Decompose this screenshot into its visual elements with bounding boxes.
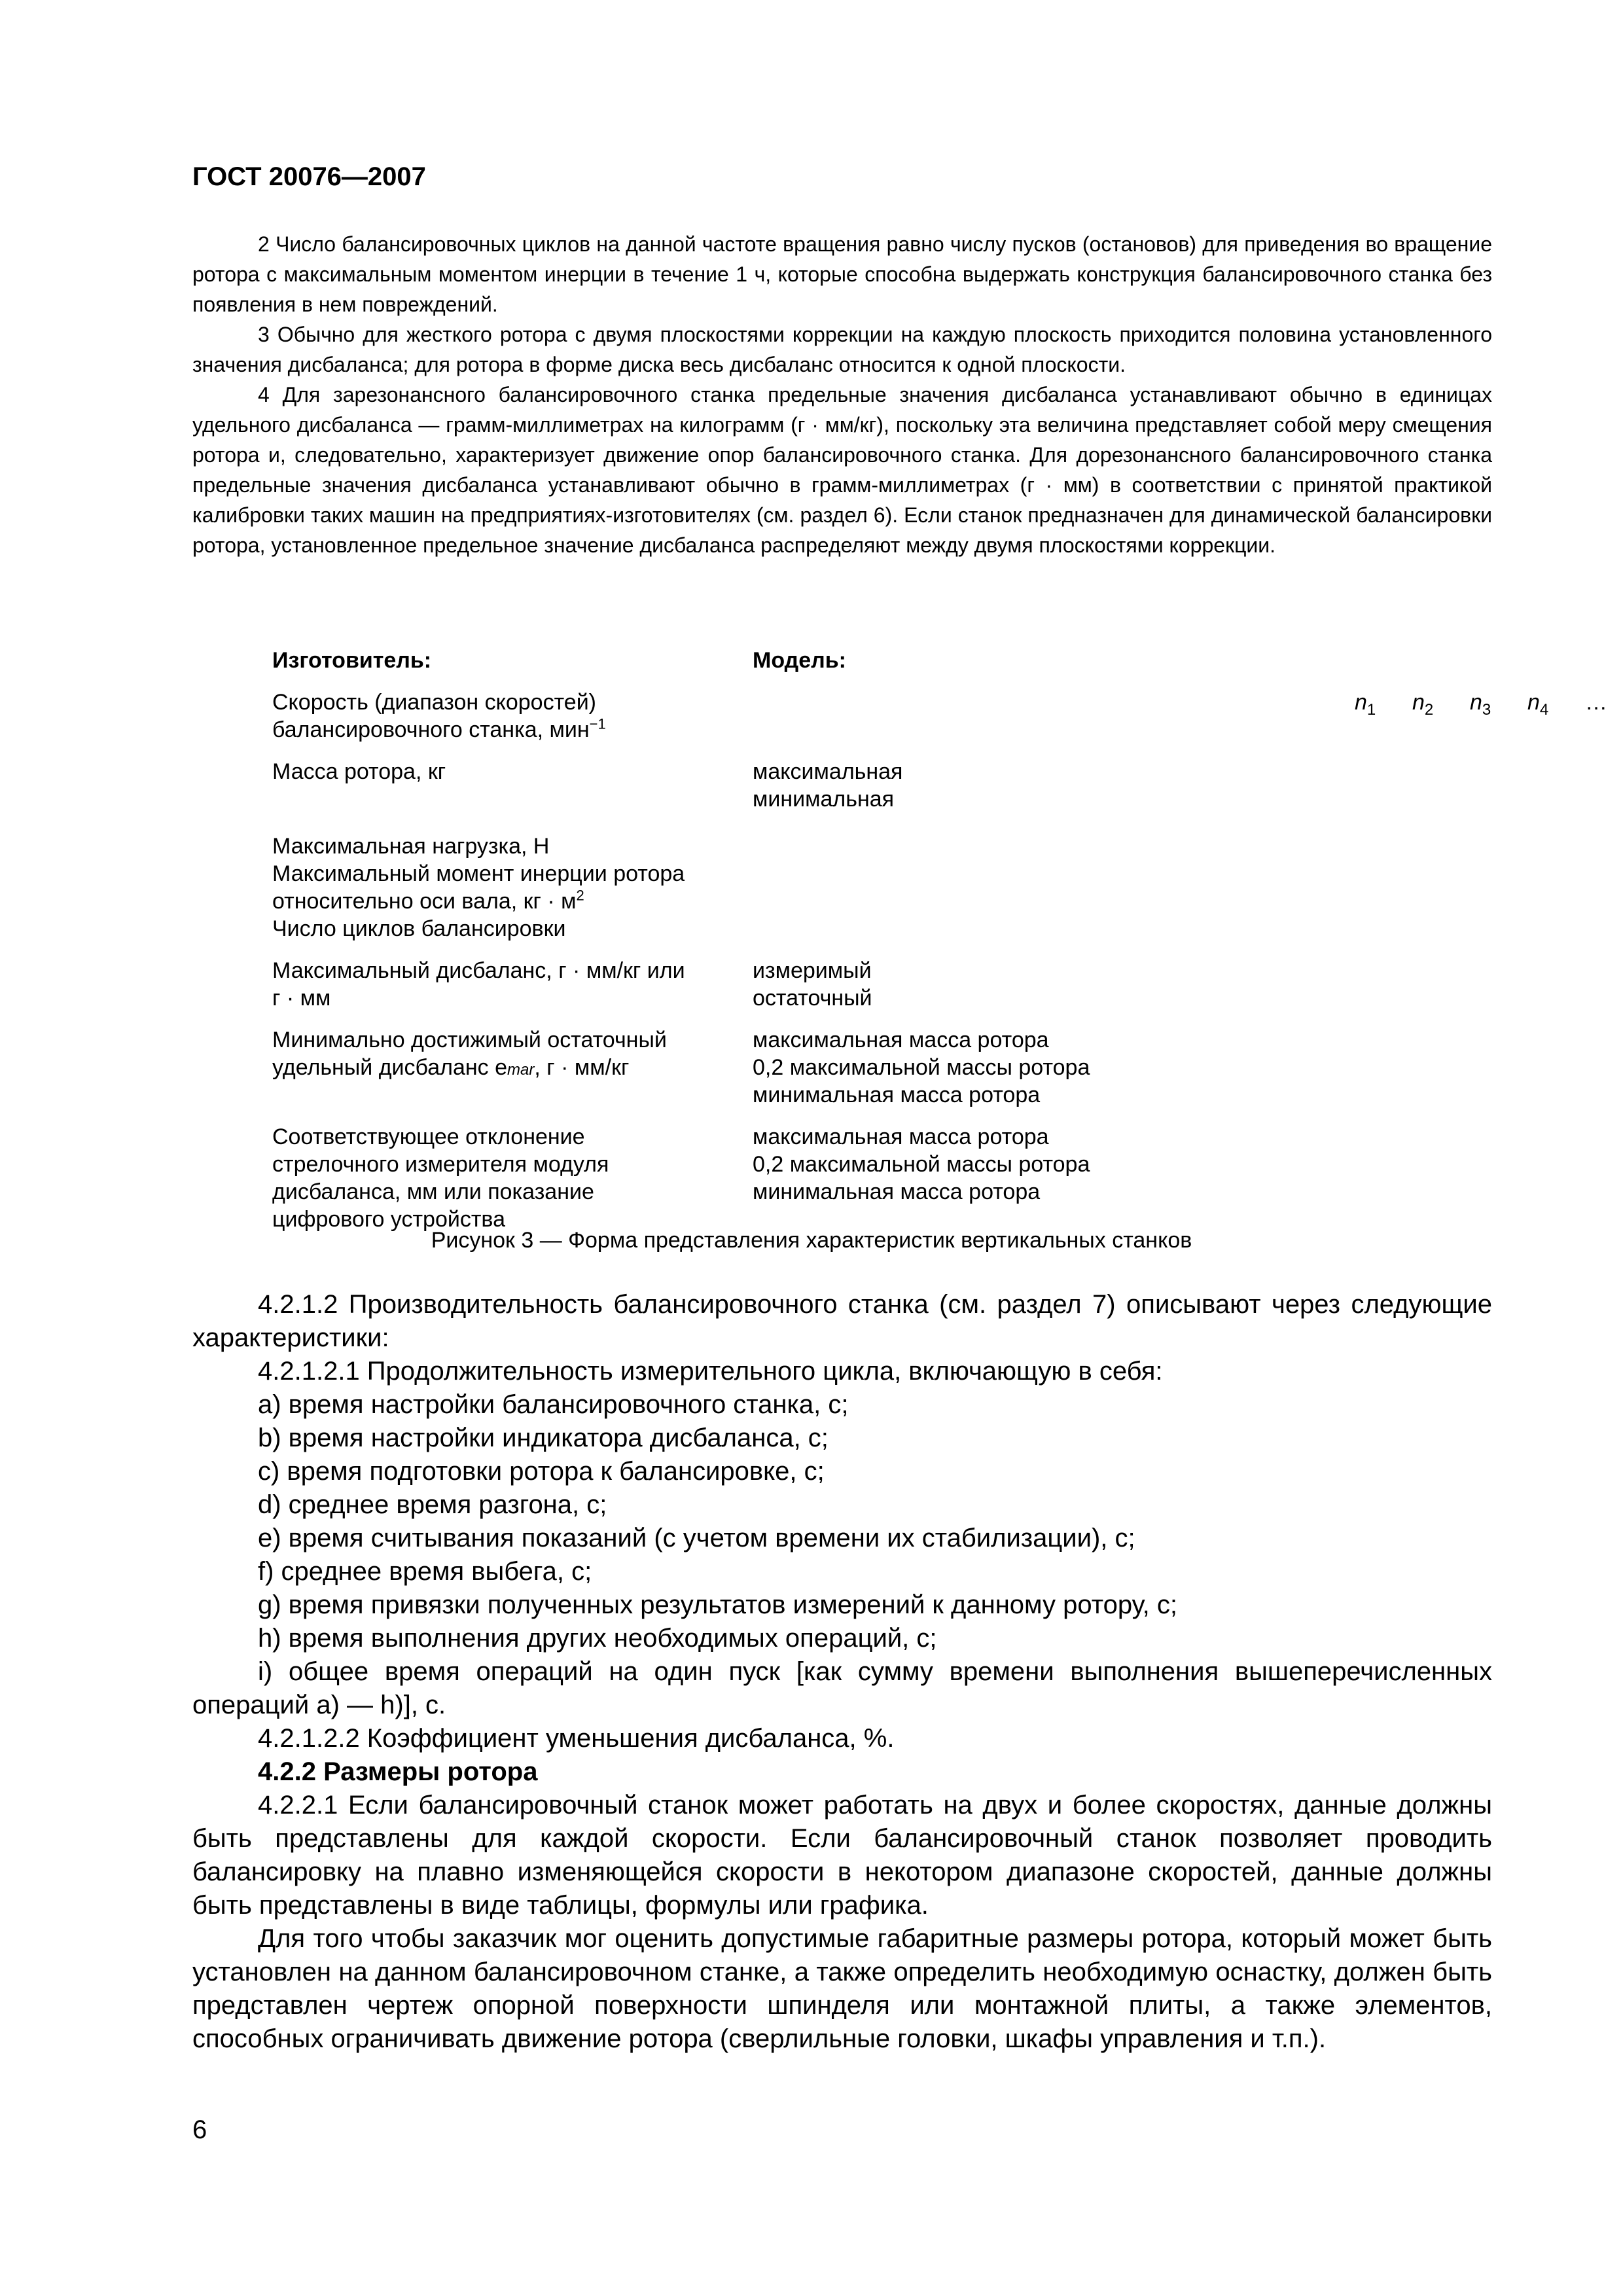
speed-n4: $n_4$ [1527,690,1549,719]
list-item: g) время привязки полученных результатов измерений к данному ротору, с; [258,1590,1177,1619]
paragraph: 4.2.1.2.2 Коэффициент уменьшения дисбаланса, %. [258,1724,895,1753]
inertia-label-2: относительно оси вала, кг · $м^2$ [272,887,584,914]
notes-block [192,229,1492,560]
figure-caption: Рисунок 3 — Форма представления характеристик вертикальных станков [431,1228,1192,1253]
deviation-row [272,1123,1489,1233]
mass-max: максимальная [753,759,903,784]
body-text [192,1288,1492,2056]
speed-n1: $n_1$ [1355,690,1376,719]
list-item: h) время выполнения других необходимых операций, с; [258,1624,937,1653]
speed-n2: $n_2$ [1412,690,1434,719]
deviation-label-3: дисбаланса, мм или показание [272,1179,594,1204]
page-number: 6 [192,2115,207,2144]
mass-row [272,758,1489,813]
paragraph: 4.2.2.1 Если балансировочный станок может работать на двух и более скоростях, данные должны быть представлены для каждой скорости. Если балансировочный станок позволяет проводить балансировку на плавно изменяющейся скорости в некотором диапазоне скоростей, данные должны быть представлены в виде таблицы, формулы или графика. [192,1791,1492,1920]
unbalance-label-2: г · мм [272,986,331,1011]
list-item: b) время настройки индикатора дисбаланса, с; [258,1424,829,1452]
unbalance-row [272,957,1489,1012]
speed-n3: $n_3$ [1470,690,1491,719]
residual-label: остаточный [753,986,872,1011]
mass-label: Масса ротора, кг [272,759,446,784]
note-2: 2 Число балансировочных циклов на данной частоте вращения равно числу пусков (остановов) для приведения во вращение ротора с максимальным моментом инерции в течение 1 ч, которые способна выдержать конструкция балансировочного станка без появления в нем повреждений. [192,232,1492,316]
paragraph: 4.2.1.2.1 Продолжительность измерительного цикла, включающую в себя: [258,1357,1163,1386]
min-residual-row [272,1026,1489,1109]
cycles-label: Число циклов балансировки [272,916,566,941]
unbalance-label-1: Максимальный дисбаланс, г · мм/кг или [272,958,685,983]
mass-option: максимальная масса ротора [753,1124,1049,1149]
speed-values [1355,689,1623,744]
mass-option: максимальная масса ротора [753,1028,1049,1052]
min-residual-label-2: удельный дисбаланс emar, г · мм/кг [272,1055,630,1080]
list-item: e) время считывания показаний (с учетом времени их стабилизации), с; [258,1524,1135,1552]
max-load-label: Максимальная нагрузка, Н [272,834,550,859]
deviation-label-1: Соответствующее отклонение [272,1124,585,1149]
deviation-label-4: цифрового устройства [272,1207,506,1232]
section-heading: 4.2.2 Размеры ротора [258,1757,538,1786]
list-item: d) среднее время разгона, с; [258,1490,607,1519]
speed-ellipsis: … [1585,690,1607,715]
speed-label: Скорость (диапазон скоростей) балансировочного станка, мин$^{-1}$ [272,690,606,742]
mass-option: минимальная масса ротора [753,1083,1041,1107]
characteristics-form [272,647,1607,1247]
list-item: f) среднее время выбега, с; [258,1557,592,1586]
mass-option: 0,2 максимальной массы ротора [753,1152,1090,1177]
list-item: i) общее время операций на один пуск [как сумму времени выполнения вышеперечисленных операций a) — h)], с. [192,1657,1492,1719]
paragraph: Для того чтобы заказчик мог оценить допустимые габаритные размеры ротора, который может быть установлен на данном балансировочном станке, а также определить необходимую оснастку, должен быть представлен чертеж опорной поверхности шпинделя или монтажной плиты, а также элементов, способных ограничивать движение ротора (сверлильные головки, шкафы управления и т.п.). [192,1924,1492,2053]
list-item: a) время настройки балансировочного станка, с; [258,1390,849,1419]
mass-option: 0,2 максимальной массы ротора [753,1055,1090,1080]
paragraph: 4.2.1.2 Производительность балансировочного станка (см. раздел 7) описывают через следующие характеристики: [192,1290,1492,1352]
speed-row [272,689,1607,744]
list-item: c) время подготовки ротора к балансировке, с; [258,1457,825,1486]
mass-min: минимальная [753,787,895,812]
deviation-label-2: стрелочного измерителя модуля [272,1152,609,1177]
inertia-label-1: Максимальный момент инерции ротора [272,861,685,886]
form-header-row [272,647,1489,674]
min-residual-label-1: Минимально достижимый остаточный [272,1028,667,1052]
measurable-label: измеримый [753,958,872,983]
load-row [272,833,1489,942]
mass-option: минимальная масса ротора [753,1179,1041,1204]
note-4: 4 Для зарезонансного балансировочного станка предельные значения дисбаланса устанавливают обычно в единицах удельного дисбаланса — грамм-миллиметрах на килограмм (г · мм/кг), поскольку эта величина представляет собой меру смещения ротора и, следовательно, характеризует движение опор балансировочного станка. Для дорезонансного балансировочного станка предельные значения дисбаланса устанавливают обычно в грамм-миллиметрах (г · мм) в соответствии с принятой практикой калибровки таких машин на предприятиях-изготовителях (см. раздел 6). Если станок предназначен для динамической балансировки ротора, установленное предельное значение дисбаланса распределяют между двумя плоскостями коррекции. [192,383,1492,557]
model-label: Модель: [753,648,846,673]
document-header: ГОСТ 20076—2007 [192,162,426,191]
note-3: 3 Обычно для жесткого ротора с двумя плоскостями коррекции на каждую плоскость приходится половина установленного значения дисбаланса; для ротора в форме диска весь дисбаланс относится к одной плоскости. [192,323,1492,376]
manufacturer-label: Изготовитель: [272,648,432,673]
